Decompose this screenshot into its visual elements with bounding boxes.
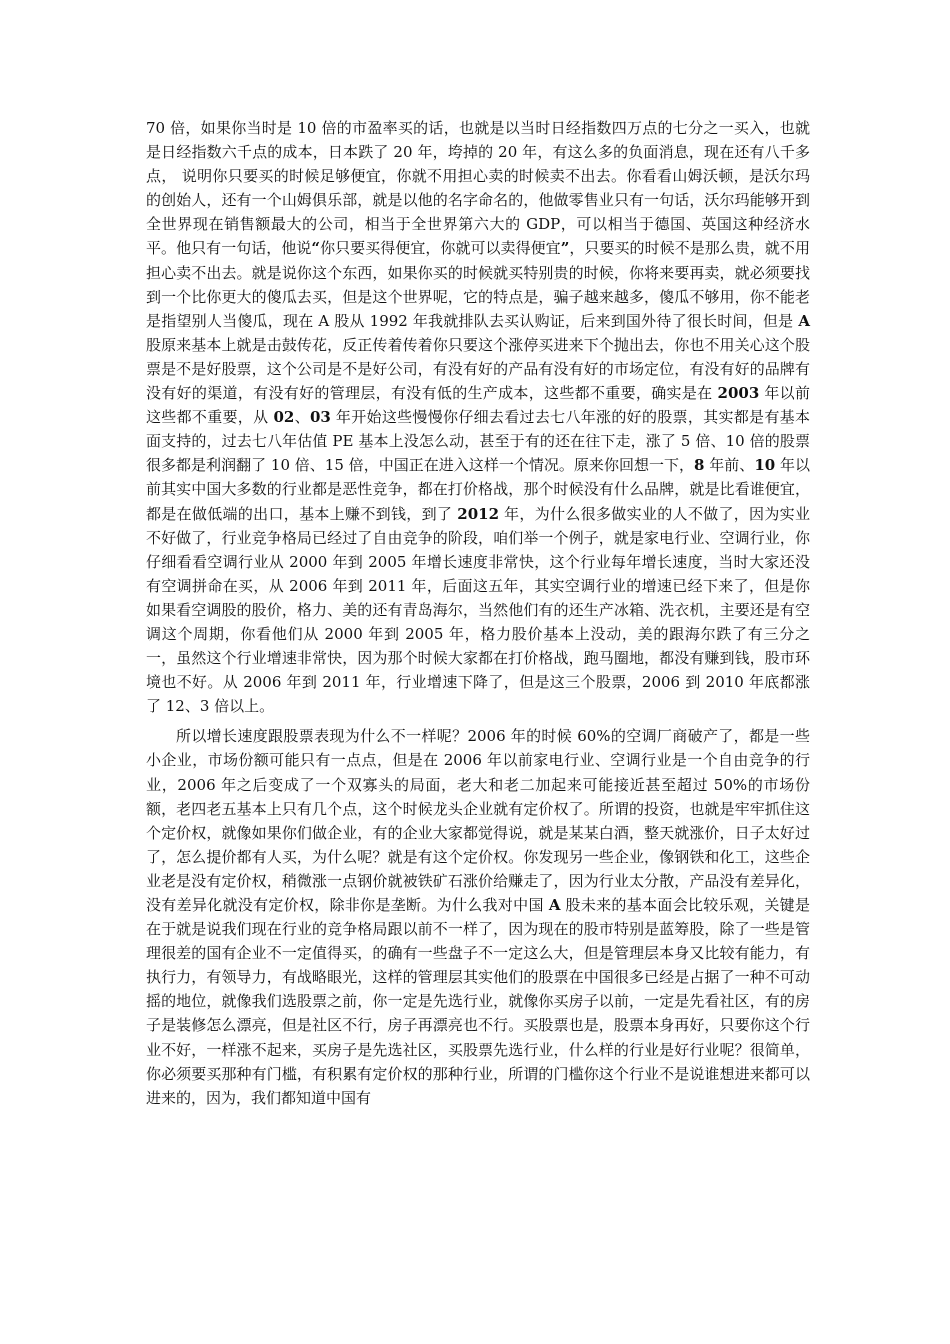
text-segment: 、 [294,408,310,427]
text-segment: 年以前这些都不重要，从 [146,384,810,427]
text-segment: 股原来基本上就是击鼓传花，反正传着传着你只要这个涨停买进来下个抛出去，你也不用关心这个股票是不是好股票，这个公司是不是好公司，有没有好的产品有没有好的市场定位，有没有好的品牌有没有好的渠道，有没有好的管理层，有没有低的生产成本，这些都不重要，确实是在 [146,335,810,403]
text-segment: 你只要买得便宜，你就可以卖得便宜 [320,239,561,258]
text-segment-bold: 02 [273,408,295,427]
text-segment-bold: 2003 [717,384,760,403]
text-segment-bold: 10 [754,456,776,475]
text-segment: 年以前其实中国大多数的行业都是恶性竞争，都在打价格战，那个时候没有什么品牌，就是比看谁便宜，都是在做低端的出口，基本上赚不到钱，到了 [146,456,810,523]
paragraph-1 [146,116,810,718]
text-segment-bold: “ [311,239,321,258]
paragraph-2 [146,724,810,1110]
text-segment: 所以增长速度跟股票表现为什么不一样呢？2006 年的时候 60%的空调厂商破产了，都是一些小企业，市场份额可能只有一点点，但是在 2006 年以前家电行业、空调行业是一个自由竞争的行业，2006 年之后变成了一个双寡头的局面，老大和老二加起来可能接近甚至超过 50%的市场份额，老四老五基本上只有几个点，这个时候龙头企业就有定价权了。所谓的投资，也就是牢牢抓住这个定价权，就像如果你们做企业，有的企业大家都觉得说，就是某某白酒，整天就涨价，日子太好过了，怎么提价都有人买，为什么呢？就是有这个定价权。你发现另一些企业，像钢铁和化工，这些企业老是没有定价权，稍微涨一点钢价就被铁矿石涨价给赚走了，因为行业太分散，产品没有差异化，没有差异化就没有定价权，除非你是垄断。为什么我对中国 [146,727,810,914]
document-body [146,116,810,1110]
text-segment: 年，为什么很多做实业的人不做了，因为实业不好做了，行业竞争格局已经过了自由竞争的阶段，咱们举一个例子，就是家电行业、空调行业，你仔细看看空调行业从 2000 年到 2005 年增长速度非常快，这个行业每年增长速度，当时大家还没有空调拼命在买，从 2006 年到 2011 年，后面这五年，其实空调行业的增速已经下来了，但是你如果看空调股的股价，格力、美的还有青岛海尔，当然他们有的还生产冰箱、洗衣机，主要还是有空调这个周期，你看他们从 2000 年到 2005 年，格力股价基本上没动，美的跟海尔跌了有三分之一，虽然这个行业增速非常快，因为那个时候大家都在打价格战，跑马圈地，都没有赚到钱，股市环境也不好。从 2006 年到 2011 年，行业增速下降了，但是这三个股票，2006 到 2010 年底都涨了 12、3 倍以上。 [146,504,810,716]
text-segment-bold: 2012 [457,504,500,523]
text-segment: 70 倍，如果你当时是 10 倍的市盈率买的话，也就是以当时日经指数四万点的七分之一买入，也就是日经指数六千点的成本，日本跌了 20 年，垮掉的 20 年，有这么多的负面消息，现在还有八千多点， 说明你只要买的时候足够便宜，你就不用担心卖的时候卖不出去。你看看山姆沃顿，是沃尔玛的创始人，还有一个山姆俱乐部，就是以他的名字命名的，他做零售业只有一句话，沃尔玛能够开到全世界现在销售额最大的公司，相当于全世界第六大的 GDP，可以相当于德国、英国这种经济水平。他只有一句话，他说 [146,119,810,258]
text-segment: 股未来的基本面会比较乐观，关键是在于就是说我们现在行业的竞争格局跟以前不一样了，因为现在的股市特别是蓝筹股，除了一些是管理很差的国有企业不一定值得买，的确有一些盘子不一定这么大，但是管理层本身又比较有能力，有执行力，有领导力，有战略眼光，这样的管理层其实他们的股票在中国很多已经是占据了一种不可动摇的地位，就像我们选股票之前，你一定是先选行业，就像你买房子以前，一定是先看社区，有的房子是装修怎么漂亮，但是社区不行，房子再漂亮也不行。买股票也是，股票本身再好，只要你这个行业不好，一样涨不起来，买房子是先选社区，买股票先选行业，什么样的行业是好行业呢？很简单，你必须要买那种有门槛，有积累有定价权的那种行业，所谓的门槛你这个行业不是说谁想进来都可以进来的，因为，我们都知道中国有 [146,896,810,1107]
text-segment-bold: 03 [309,408,331,427]
text-segment-bold: ” [560,239,570,258]
text-segment: 年前、 [704,456,755,475]
text-segment: ，只要买的时候不是那么贵，就不用担心卖不出去。就是说你这个东西，如果你买的时候就买特别贵的时候，你将来要再卖，就必须要找到一个比你更大的傻瓜去买，但是这个世界呢，它的特点是，骗子越来越多，傻瓜不够用，你不能老是指望别人当傻瓜，现在 A 股从 1992 年我就排队去买认购证，后来到国外待了很长时间，但是 [146,239,810,330]
text-segment-bold: A [798,311,810,330]
text-segment-bold: A [548,896,561,914]
text-segment-bold: 8 [694,456,705,475]
text-segment: 年开始这些慢慢你仔细去看过去七八年涨的好的股票，其实都是有基本面支持的，过去七八年估值 PE 基本上没怎么动，甚至于有的还在往下走，涨了 5 倍、10 倍的股票很多都是利润翻了 10 倍、15 倍，中国正在进入这样一个情况。原来你回想一下， [146,408,810,475]
